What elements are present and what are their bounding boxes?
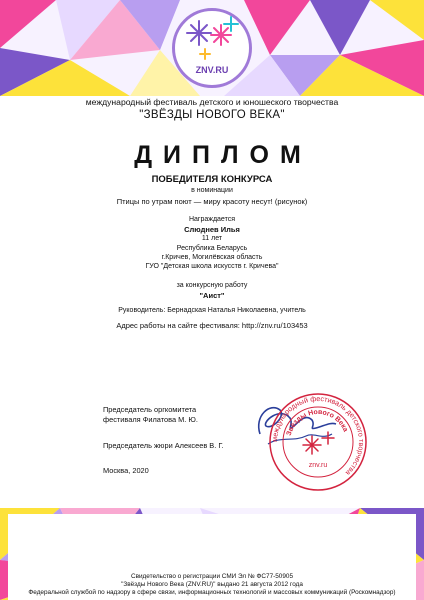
winner-age: 11 лет <box>201 235 223 242</box>
supervisor: Руководитель: Бернадская Наталья Николаевна, учитель <box>118 307 306 314</box>
diploma-title: ДИПЛОМ <box>134 141 312 169</box>
stamp-url: znv.ru <box>308 462 328 469</box>
festival-name: "ЗВЁЗДЫ НОВОГО ВЕКА" <box>139 109 285 121</box>
stars-icon <box>175 11 249 65</box>
nomination-label: в номинации <box>191 187 233 194</box>
logo-text: ZNV.RU <box>195 65 229 75</box>
awarded-label: Награждается <box>188 216 236 223</box>
diploma-subtitle: ПОБЕДИТЕЛЯ КОНКУРСА <box>151 174 273 185</box>
stamp-ring-text: международный фестиваль детского творчества <box>269 393 367 478</box>
svg-text:Звёзды Нового Века <box>286 409 349 437</box>
festival-logo <box>172 8 252 88</box>
winner-name: Слюднев Илья <box>184 225 240 234</box>
work-address: Адрес работы на сайте фестиваля: http://znv.ru/103453 <box>116 321 308 330</box>
work-label: за конкурсную работу <box>176 282 248 289</box>
seal-stamp <box>268 392 368 492</box>
festival-description: международный фестиваль детского и юношеского творчества <box>85 97 339 107</box>
jury-chair: Председатель жюри Алексеев В. Г. <box>103 441 224 450</box>
nomination: Птицы по утрам поют — миру красоту несут! (рисунок) <box>116 197 308 206</box>
winner-school: ГУО "Детская школа искусств г. Кричева" <box>145 263 279 270</box>
footer-line-3: Федеральной службой по надзору в сфере связи, информационных технологий и массовых коммуникаций (Роскомнадзор) <box>28 589 396 596</box>
footer-line-2: "Звёзды Нового Века (ZNV.RU)" выдано 21 августа 2012 года <box>121 581 303 588</box>
stamp-stars-icon <box>303 432 334 454</box>
place-date: Москва, 2020 <box>103 466 149 475</box>
footer-line-1: Свидетельство о регистрации СМИ Эл № ФС77-50905 <box>130 573 294 580</box>
winner-country: Республика Беларусь <box>176 245 248 252</box>
stamp-inner-text: Звёзды Нового Века <box>285 408 349 437</box>
work-title: "Аист" <box>199 291 225 300</box>
winner-city: г.Кричев, Могилёвская область <box>161 254 263 261</box>
orgcommittee-chair-title: Председатель оргкомитета <box>103 405 197 414</box>
orgcommittee-chair-name: фестиваля Филатова М. Ю. <box>103 415 198 424</box>
